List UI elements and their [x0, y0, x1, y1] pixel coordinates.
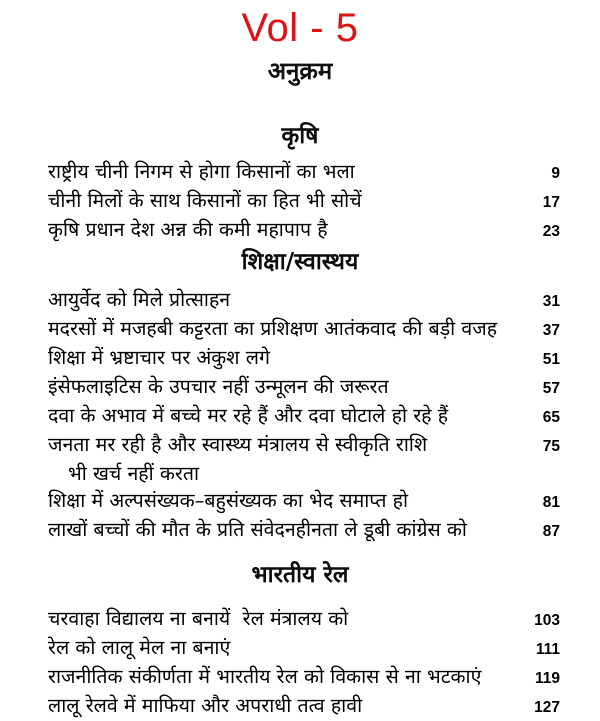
toc-entry-title: मदरसों में मजहबी कट्टरता का प्रशिक्षण आतंकवाद की बड़ी वजह [48, 317, 498, 340]
toc-section-agriculture [0, 118, 600, 245]
toc-entry-page: 103 [534, 612, 560, 629]
volume-title: Vol - 5 [241, 6, 359, 50]
toc-entry-title: शिक्षा में अल्पसंख्यक–बहुसंख्यक का भेद समाप्त हो [48, 489, 409, 512]
toc-entry[interactable] [0, 516, 600, 545]
toc-entry[interactable] [0, 158, 600, 187]
section-heading-education-health: शिक्षा/स्वास्थय [241, 249, 359, 275]
toc-entry-page: 75 [542, 438, 560, 455]
toc-entry-continuation [0, 460, 600, 487]
toc-body [0, 118, 600, 721]
toc-entry-page: 65 [542, 409, 560, 426]
toc-entry-page: 23 [542, 223, 560, 240]
toc-entry[interactable] [0, 487, 600, 516]
toc-entry[interactable] [0, 605, 600, 634]
toc-entry-title: लाखों बच्चों की मौत के प्रति संवेदनहीनता ले डूबी कांग्रेस को [48, 518, 467, 541]
toc-entry-page: 17 [542, 194, 560, 211]
toc-entry-title: लालू रेलवे में माफिया और अपराधी तत्व हावी [48, 694, 363, 717]
toc-entry-page: 57 [542, 380, 560, 397]
toc-entry[interactable] [0, 692, 600, 721]
contents-title: अनुक्रम [267, 57, 333, 85]
toc-entry-page: 87 [542, 523, 560, 540]
toc-entry-title: राष्ट्रीय चीनी निगम से होगा किसानों का भला [48, 160, 355, 183]
toc-entry-page: 111 [535, 641, 560, 658]
toc-section-education-health [0, 245, 600, 545]
section-heading-agriculture: कृषि [281, 123, 319, 149]
toc-entry-title: कृषि प्रधान देश अन्न की कमी महापाप है [48, 218, 328, 241]
toc-entry-title: आयुर्वेद को मिले प्रोत्साहन [48, 288, 231, 311]
toc-entry-page: 9 [551, 165, 560, 182]
toc-entry[interactable] [0, 634, 600, 663]
toc-entry-continuation-text: भी खर्च नहीं करता [68, 462, 200, 485]
toc-entry-title: रेल को लालू मेल ना बनाएं [48, 636, 231, 659]
toc-entry[interactable] [0, 216, 600, 245]
toc-entry-title: जनता मर रही है और स्वास्थ्य मंत्रालय से स्वीकृति राशि [48, 433, 428, 456]
toc-entry-page: 81 [542, 494, 560, 511]
toc-entry-title: दवा के अभाव में बच्चे मर रहे हैं और दवा घोटाले हो रहे हैं [48, 404, 449, 427]
toc-entry-page: 119 [534, 670, 560, 687]
toc-section-indian-railways [0, 545, 600, 721]
section-heading-indian-railways: भारतीय रेल [251, 562, 349, 588]
toc-entry[interactable] [0, 402, 600, 431]
toc-entry-page: 127 [534, 699, 560, 716]
toc-entry-page: 51 [542, 351, 560, 368]
toc-entry-list-education-health [0, 286, 600, 545]
toc-entry-page: 31 [542, 293, 560, 310]
toc-entry[interactable] [0, 344, 600, 373]
toc-entry-list-indian-railways [0, 605, 600, 721]
toc-entry-title: इंसेफलाइटिस के उपचार नहीं उन्मूलन की जरूरत [48, 375, 389, 398]
toc-entry[interactable] [0, 373, 600, 402]
toc-entry-page: 37 [542, 322, 560, 339]
toc-entry[interactable] [0, 286, 600, 315]
toc-entry[interactable] [0, 431, 600, 460]
toc-entry[interactable] [0, 187, 600, 216]
toc-entry-title: राजनीतिक संकीर्णता में भारतीय रेल को विकास से ना भटकाएं [48, 665, 482, 688]
toc-entry[interactable] [0, 315, 600, 344]
toc-entry-title: चीनी मिलों के साथ किसानों का हित भी सोचें [48, 189, 362, 212]
toc-entry-title: चरवाहा विद्यालय ना बनायें रेल मंत्रालय को [48, 607, 349, 630]
toc-entry[interactable] [0, 663, 600, 692]
toc-entry-list-agriculture [0, 158, 600, 245]
toc-entry-title: शिक्षा में भ्रष्टाचार पर अंकुश लगे [48, 346, 270, 369]
